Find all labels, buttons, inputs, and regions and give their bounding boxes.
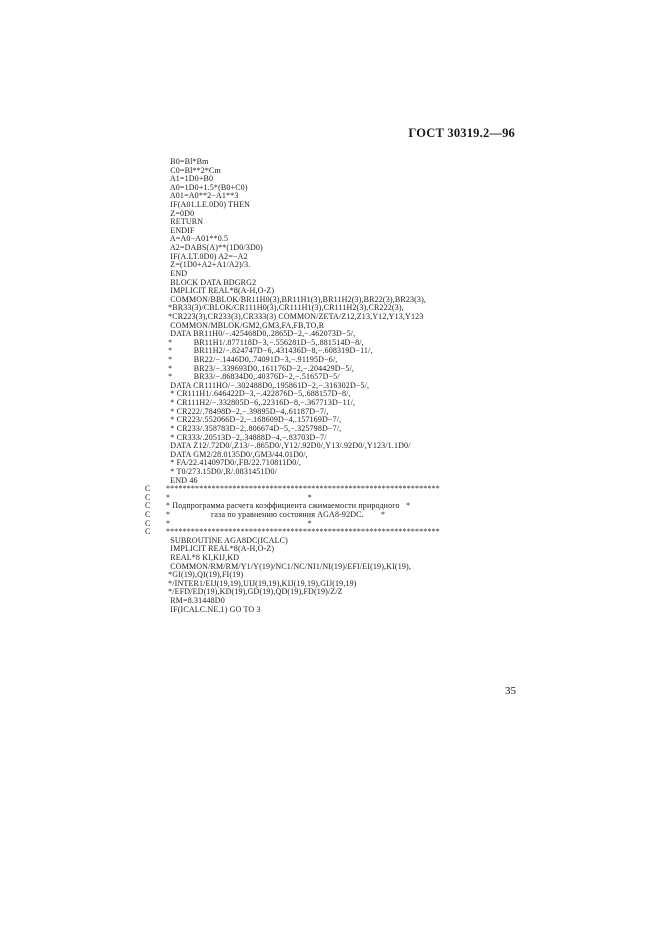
code-text: DATA Z12/.72D0/,Z13/−.865D0/,Y12/.92D0/,Y13/.92D0/,Y123/1.1D0/ — [166, 441, 411, 451]
code-text: * CR333/.20513D−2,.34888D−4,−.83703D−7/ — [166, 432, 327, 442]
code-text: * BR33/−.86834D0,.40376D−2,−.51657D−5/ — [166, 372, 340, 382]
code-text: */INTER1/EIJ(19,19),UIJ(19,19),KIJ(19,19),GIJ(19,19) — [166, 578, 357, 588]
code-line — [0, 235, 661, 244]
code-line — [0, 528, 661, 537]
code-line — [0, 485, 661, 494]
comment-marker: C — [145, 484, 151, 494]
code-line — [0, 606, 661, 615]
code-line — [0, 253, 661, 262]
code-text: BLOCK DATA BDGRG2 — [166, 277, 257, 287]
code-line — [0, 459, 661, 468]
code-line — [0, 588, 661, 597]
code-text: A0=1D0+1.5*(B0+C0) — [166, 182, 248, 192]
code-line — [0, 425, 661, 434]
code-line — [0, 279, 661, 288]
code-text: B0=Bl*Bm — [166, 157, 209, 166]
comment-marker: C — [145, 509, 151, 519]
code-text: COMMON/RM/RM/Y1/Y(19)/NC1/NC/NI1/NI(19)/EFI/EI(19),KI(19), — [166, 561, 411, 571]
code-text: Z=(1D0+A2+A1/A2)/3. — [166, 260, 251, 270]
code-line — [0, 158, 661, 167]
code-text: Z=0D0 — [166, 208, 195, 218]
code-text: ****************************************************************** — [166, 527, 440, 537]
code-text: DATA CR111HO/−.302488D0,.195861D−2,−.316302D−5/, — [166, 380, 370, 390]
code-text: A2=DABS(A)**(1D0/3D0) — [166, 243, 263, 253]
code-line — [0, 261, 661, 270]
code-text: A=A0−A01**0.5 — [166, 234, 229, 244]
code-line — [0, 244, 661, 253]
code-text: *GI(19),QI(19),FI(19) — [166, 570, 244, 580]
code-line — [0, 537, 661, 546]
code-text: * CR222/.78498D−2,−.39895D−4,.61187D−7/, — [166, 406, 329, 416]
code-text: * CR233/.358783D−2,.806674D−5,−.325798D−7/, — [166, 423, 342, 433]
code-line — [0, 468, 661, 477]
code-line — [0, 442, 661, 451]
code-text: * BR11H2/−.824747D−6,.431436D−8,−.608319D−11/, — [166, 346, 373, 356]
code-text: * CR223/.552066D−2,−.168609D−4,.157169D−7/, — [166, 415, 342, 425]
code-text: * BR22/−.1446D0,.74091D−3,−.91195D−6/, — [166, 355, 338, 365]
code-line — [0, 270, 661, 279]
code-text: IMPLICIT REAL*8(A-H,O-Z) — [166, 286, 275, 296]
page-number: 35 — [505, 685, 516, 697]
code-line — [0, 451, 661, 460]
code-text: IF(A.LT.0D0) A2=−A2 — [166, 251, 248, 261]
code-text: A1=1D0+B0 — [166, 174, 214, 184]
comment-marker: C — [145, 501, 151, 511]
code-text: */EFD/ED(19),KD(19),GD(19),QD(19),FD(19)/Z/Z — [166, 587, 343, 597]
code-text: * * — [166, 518, 312, 528]
code-text: ****************************************************************** — [166, 484, 440, 494]
code-line — [0, 175, 661, 184]
code-text: * BR11H1/.877118D−3,−.556281D−5,.881514D−8/, — [166, 337, 364, 347]
code-line — [0, 192, 661, 201]
code-text: * CR111H2/−.332805D−6,.22316D−8,−.367713D−11/, — [166, 398, 356, 408]
code-text: REAL*8 KI,KIJ,KD — [166, 553, 240, 563]
code-line — [0, 313, 661, 322]
code-text: * T0/273.15D0/,R/.0831451D0/ — [166, 466, 278, 476]
code-text: END 46 — [166, 475, 198, 485]
code-line — [0, 201, 661, 210]
code-line — [0, 511, 661, 520]
code-text: RM=8.31448D0 — [166, 596, 225, 606]
code-line — [0, 563, 661, 572]
code-line — [0, 167, 661, 176]
comment-marker: C — [145, 492, 151, 502]
code-line — [0, 545, 661, 554]
code-text: END — [166, 268, 188, 278]
code-text: COMMON/BBLOK/BR11H0(3),BR11H1(3),BR11H2(3),BR22(3),BR23(3), — [166, 294, 427, 304]
code-text: * газа по уравнению состояния AGA8-92DC. * — [166, 509, 386, 519]
code-text: * * — [166, 492, 312, 502]
code-text: ENDIF — [166, 225, 195, 235]
comment-marker: C — [145, 518, 151, 528]
code-text: DATA BR11H0/−.425468D0,.2865D−2,−.462073D−5/, — [166, 329, 356, 339]
code-text: C0=Bl**2*Cm — [166, 165, 221, 175]
code-line — [0, 597, 661, 606]
code-text: IF(A01.LE.0D0) THEN — [166, 200, 251, 210]
code-text: * FA/22.414097D0/,FB/22.710811D0/, — [166, 458, 301, 468]
code-line — [0, 184, 661, 193]
code-text: *CR223(3),CR233(3),CR333(3) COMMON/ZETA/Z12,Z13,Y12,Y13,Y123 — [166, 311, 424, 321]
code-text: RETURN — [166, 217, 204, 227]
code-text: * Подпрограмма расчета коэффициента сжимаемости природного * — [166, 501, 411, 511]
code-text: IMPLICIT REAL*8(A-H,O-Z) — [166, 544, 275, 554]
code-text: A01=A0**2−A1**3 — [166, 191, 239, 201]
code-text: IF(ICALC.NE.1) GO TO 3 — [166, 604, 261, 614]
code-listing — [0, 158, 661, 614]
code-text: SUBROUTINE AGA8DC(ICALC) — [166, 535, 288, 545]
code-text: *BR33(3)/CBLOK/CR111H0(3),CR111H1(3),CR111H2(3),CR222(3), — [166, 303, 404, 313]
code-line — [0, 399, 661, 408]
comment-marker: C — [145, 527, 151, 537]
code-text: * BR23/−.339693D0,.161176D−2,−.204429D−5/, — [166, 363, 354, 373]
code-text: * CR111H1/.646422D−3,−.422876D−5,.688157D−8/, — [166, 389, 351, 399]
code-line — [0, 218, 661, 227]
code-line — [0, 227, 661, 236]
code-text: DATA GM2/28.0135D0/,GM3/44.01D0/, — [166, 449, 308, 459]
document-header: ГОСТ 30319.2—96 — [408, 126, 515, 140]
code-text: COMMON/MBLOK/GM2,GM3,FA,FB,TO,R — [166, 320, 325, 330]
code-line — [0, 210, 661, 219]
